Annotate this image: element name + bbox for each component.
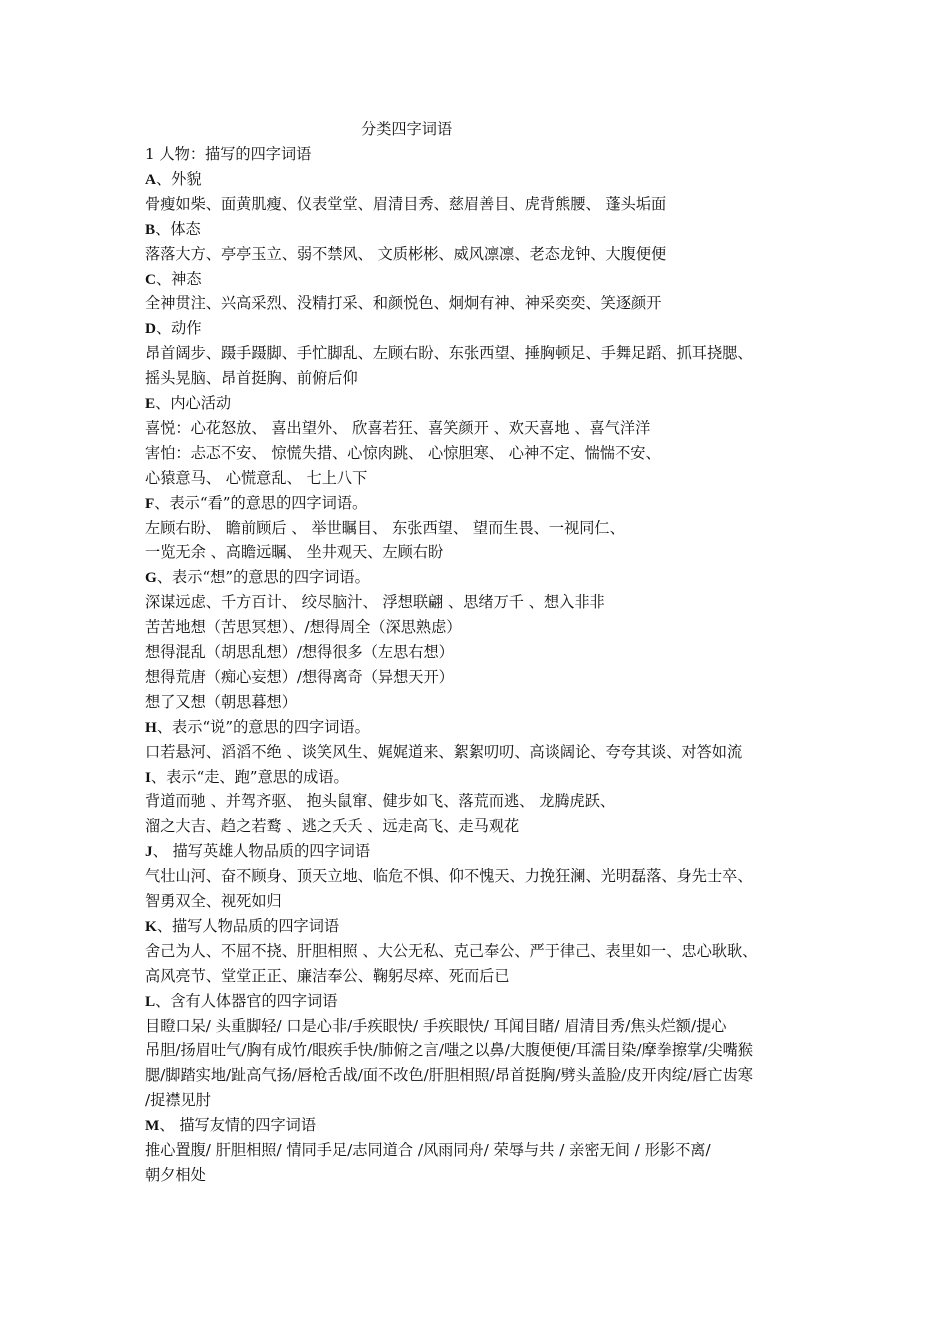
section-letter: M	[145, 1117, 160, 1135]
text-line: 喜悦：心花怒放、 喜出望外、 欣喜若狂、喜笑颜开 、欢天喜地 、喜气洋洋	[145, 418, 651, 437]
section-heading	[145, 316, 202, 340]
text-line: 背道而驰 、并驾齐驱、 抱头鼠窜、健步如飞、落荒而逃、 龙腾虎跃、	[145, 792, 616, 811]
section-letter: L	[145, 992, 156, 1010]
section-heading-text: 、内心活动	[155, 394, 232, 412]
text-line: 骨瘦如柴、面黄肌瘦、仪表堂堂、眉清目秀、慈眉善目、虎背熊腰、 蓬头垢面	[145, 194, 667, 213]
document-subtitle: 1 人物：描写的四字词语	[145, 145, 312, 163]
section-letter: G	[145, 569, 157, 587]
section-heading-text: 、表示“看”的意思的四字词语。	[154, 493, 368, 512]
section-letter: A	[145, 170, 156, 188]
page-title: 分类四字词语	[361, 120, 453, 138]
section-heading-text: 、表示“想”的意思的四字词语。	[156, 568, 370, 587]
section-heading	[145, 1113, 316, 1137]
section-heading	[145, 217, 201, 241]
section-heading	[145, 765, 349, 789]
section-heading	[145, 839, 370, 863]
section-heading	[145, 167, 202, 191]
section-letter: I	[145, 768, 151, 786]
section-letter: C	[145, 270, 156, 288]
text-line: 腮/脚踏实地/趾高气扬/唇枪舌战/面不改色/肝胆相照/昂首挺胸/劈头盖脸/皮开肉绽/唇亡齿寒	[145, 1066, 753, 1085]
text-line: 一览无余 、高瞻远瞩、 坐井观天、左顾右盼	[145, 543, 444, 562]
section-heading-text: 、体态	[155, 219, 201, 238]
text-line: 想了又想（朝思暮想）	[145, 692, 297, 711]
section-heading	[145, 267, 202, 291]
text-line: 气壮山河、奋不顾身、顶天立地、临危不惧、仰不愧天、力挽狂澜、光明磊落、身先士卒、	[145, 867, 753, 886]
section-letter: F	[145, 494, 155, 512]
section-heading-text: 、 描写友情的四字词语	[159, 1116, 317, 1135]
text-line: 智勇双全、视死如归	[145, 892, 282, 910]
section-letter: J	[145, 843, 153, 861]
section-letter: B	[145, 220, 156, 238]
text-line: 摇头晃脑、昂首挺胸、前俯后仰	[145, 369, 358, 388]
text-line: 苦苦地想（苦思冥想）、/想得周全（深思熟虑）	[145, 618, 462, 637]
text-line: 溜之大吉、趋之若鹜 、逃之夭夭 、远走高飞、走马观花	[145, 817, 520, 836]
text-line: 昂首阔步、蹑手蹑脚、手忙脚乱、左顾右盼、东张西望、捶胸顿足、手舞足蹈、抓耳挠腮、	[145, 344, 753, 363]
text-line: 全神贯注、兴高采烈、没精打采、和颜悦色、炯炯有神、神采奕奕、笑逐颜开	[145, 294, 662, 313]
text-line: 想得混乱（胡思乱想）/想得很多（左思右想）	[145, 643, 454, 661]
section-heading	[145, 715, 370, 739]
text-line: 深谋远虑、千方百计、 绞尽脑汁、 浮想联翩 、思绪万千 、想入非非	[145, 593, 605, 612]
section-heading	[145, 914, 339, 938]
section-heading	[145, 989, 337, 1013]
section-heading-text: 、描写人物品质的四字词语	[156, 916, 340, 935]
text-line: 推心置腹/ 肝胆相照/ 情同手足/志同道合 /风雨同舟/ 荣辱与共 / 亲密无间 / 形影不离/	[145, 1141, 711, 1159]
text-line: 舍己为人、不屈不挠、肝胆相照 、大公无私、克己奉公、严于律己、表里如一、忠心耿耿、	[145, 941, 758, 960]
section-heading	[145, 565, 370, 589]
section-heading-text: 、表示“说”的意思的四字词语。	[156, 717, 370, 736]
text-line: 害怕：忐忑不安、 惊慌失措、心惊肉跳、 心惊胆寒、 心神不定、惴惴不安、	[145, 443, 661, 462]
text-line: 吊胆/扬眉吐气/胸有成竹/眼疾手快/肺俯之言/嗤之以鼻/大腹便便/耳濡目染/摩拳擦掌/尖嘴猴	[145, 1041, 753, 1060]
section-letter: D	[145, 320, 156, 338]
section-heading-text: 、动作	[155, 319, 202, 338]
section-heading	[145, 391, 231, 415]
text-line: 想得荒唐（痴心妄想）/想得离奇（异想天开）	[145, 667, 454, 686]
text-line: 口若悬河、滔滔不绝 、谈笑风生、娓娓道来、絮絮叨叨、高谈阔论、夸夸其谈、对答如流	[145, 742, 743, 761]
section-heading-text: 、 描写英雄人物品质的四字词语	[152, 842, 371, 861]
text-line: 高风亮节、堂堂正正、廉洁奉公、鞠躬尽瘁、死而后已	[145, 966, 510, 985]
text-line: 落落大方、亭亭玉立、弱不禁风、 文质彬彬、威风凛凛、老态龙钟、大腹便便	[145, 244, 667, 263]
section-heading-text: 、含有人体器官的四字词语	[155, 991, 338, 1010]
section-letter: K	[145, 917, 157, 935]
text-line: 左顾右盼、 瞻前顾后 、 举世瞩目、 东张西望、 望而生畏、一视同仁、	[145, 518, 625, 537]
text-line: 朝夕相处	[145, 1165, 206, 1184]
section-letter: E	[145, 395, 156, 412]
section-heading-text: 、表示“走、跑”意思的成语。	[150, 767, 349, 786]
section-heading	[145, 491, 367, 515]
section-heading-text: 、外貌	[155, 169, 202, 188]
section-letter: H	[145, 718, 157, 736]
text-line: 心猿意马、 心慌意乱、 七上八下	[145, 468, 368, 487]
text-line: 目瞪口呆/ 头重脚轻/ 口是心非/手疾眼快/ 手疾眼快/ 耳闻目睹/ 眉清目秀/焦头烂额/提心	[145, 1016, 727, 1035]
text-line: /捉襟见肘	[145, 1091, 211, 1110]
section-heading-text: 、神态	[155, 269, 202, 288]
